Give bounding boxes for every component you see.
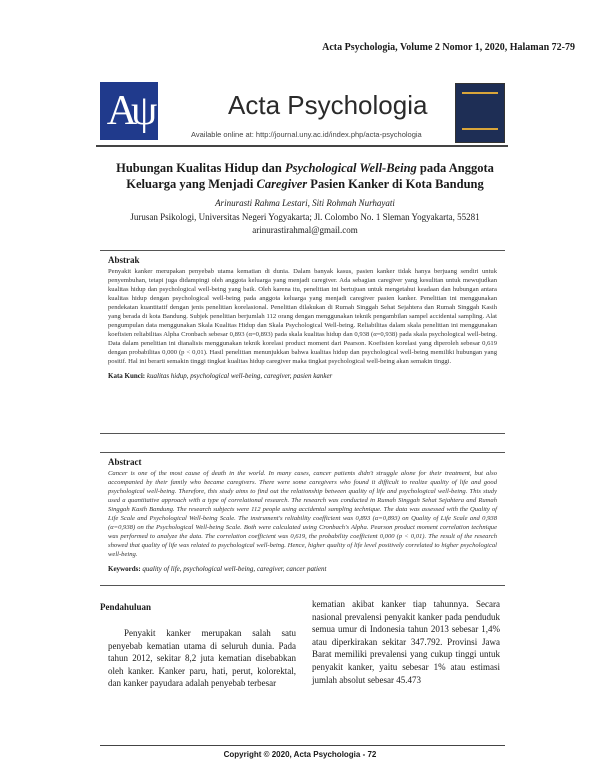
abstrak-heading: Abstrak xyxy=(108,255,140,265)
abstract-keywords: Keywords: quality of life, psychological well-being, caregiver, cancer patient xyxy=(108,565,327,573)
abstract-heading: Abstract xyxy=(108,457,142,467)
abstract-box xyxy=(100,452,505,586)
footer-rule xyxy=(100,745,505,746)
abstrak-text: Penyakit kanker merupakan penyebab utama kematian di dunia. Dalam banyak kasus, pasien kanker tidak hanya berjuang sendiri untuk penyembuhan, tetapi juga didampingi oleh anggota keluarga yang menjadi caregiver. Ada sebagian caregiver yang kesulitan untuk mewujudkan kualitas hidup dan psychological well-being yang baik. Oleh karena itu, penelitian ini bertujuan untuk mengetahui keadaan dan hubungan antara kualitas hidup dengan psychological well-being pada anggota keluarga yang menjadi caregiver pasien kanker. Penelitian ini menggunakan pendekatan kuantitatif dengan jenis penelitian korelasional. Penelitian dilakukan di Rumah Singgah Sehat Sejahtera dan Rumah Singgah Kasih yang berada di kota Bandung. Subjek penelitian berjumlah 112 orang dengan menggunakan teknik pengambilan sampel accidental sampling. Alat pengumpulan data menggunakan Skala Kualitas Hidup dan Skala Psychological Well-being. Reliabilitas dalam skala penelitian ini menggunakan koefisien reliabilitas Alpha Cronbach sebesar 0,893 (α=0,893) pada skala kualitas hidup dan 0,938 (α=0,938) pada skala psychological well-being. Data dalam penelitian ini dianalisis menggunakan teknik korelasi product moment dari Pearson. Koefisien korelasi yang diperoleh sebesar 0,619 dengan probabilitas 0,000 (p < 0,01). Hasil penelitian menunjukkan bahwa kualitas hidup dan psychological well-being memiliki hubungan yang positif. Hal ini berarti semakin tinggi tingkat kualitas hidup caregiver maka tingkat psychological well-being akan semakin tinggi. xyxy=(108,268,497,365)
abstrak-keywords: Kata Kunci: kualitas hidup, psychological well-being, caregiver, pasien kanker xyxy=(108,372,333,380)
journal-logo: Aψ xyxy=(100,82,158,140)
body-column-1: Penyakit kanker merupakan salah satu penyebab kematian utama di seluruh dunia. Pada tahun 2012, sekitar 8,2 juta kematian disebabkan oleh kanker. Kanker paru, hati, perut, kolorektal, dan kanker payudara adalah penyebab terbesar xyxy=(108,628,296,689)
abstrak-box xyxy=(100,250,505,434)
running-head: Acta Psychologia, Volume 2 Nomor 1, 2020, Halaman 72-79 xyxy=(322,42,575,53)
journal-cover-image xyxy=(455,83,505,143)
article-title: Hubungan Kualitas Hidup dan Psychological Well-Being pada Anggota Keluarga yang Menjadi Caregiver Pasien Kanker di Kota Bandung xyxy=(116,161,494,191)
authors: Arinurasti Rahma Lestari, Siti Rohmah Nurhayati xyxy=(215,198,395,208)
section-heading: Pendahuluan xyxy=(100,602,152,612)
abstract-text: Cancer is one of the most cause of death in the world. In many cases, cancer patients didn't struggle alone for their treatment, but also accompanied by their family who became caregivers. There were some caregivers who found it difficult to realize quality of life and good psychological well-being. Therefore, this study aims to find out the relationship between quality of life and psychological well-being. This study used a quantitative approach with a type of correlational research. The research was conducted in Rumah Singgah Sehat Sejahtera and Rumah Singgah Kasih Bandung. The research subjects were 112 people using accidental sampling technique. The data was assessed with the Quality of Life Scale and Psychological Well-being Scale. The instrument's reliability coefficient was 0,893 (α=0,893) on Quality of Life Scale and 0,938 (α=0,938) on the Psychological Well-being Scale. Both were calculated using Cronbach's Alpha. Pearson product moment correlation technique was performed to analyze the data. The correlation coefficient was 0,619, the probability coefficient 0,000 (p < 0,01). The result of the research showed that quality of life was related to psychological well-being. Hence, higher quality of life level positively correlated to higher psychological well-being. xyxy=(108,470,497,558)
author-email[interactable]: arinurastirahmal@gmail.com xyxy=(252,225,358,235)
journal-name: Acta Psychologia xyxy=(228,90,428,120)
online-availability: Available online at: http://journal.uny.ac.id/index.php/acta-psychologia xyxy=(191,130,422,139)
body-column-2: kematian akibat kanker tiap tahunnya. Secara nasional prevalensi penyakit kanker pada penduduk semua umur di Indonesia tahun 2013 sebesar 1,4% atau diperkirakan sekitar 347.792. Provinsi Jawa Barat memiliki prevalensi yang cukup tinggi untuk penyakit kanker, yaitu sebesar 1% atau estimasi jumlah absolut sebesar 45.473 xyxy=(312,599,500,685)
header-rule xyxy=(96,145,508,147)
footer-copyright: Copyright © 2020, Acta Psychologia - 72 xyxy=(223,750,377,759)
affiliation: Jurusan Psikologi, Universitas Negeri Yogyakarta; Jl. Colombo No. 1 Sleman Yogyakarta, 55281 arinurastirahmal@gmail.com xyxy=(100,211,510,237)
